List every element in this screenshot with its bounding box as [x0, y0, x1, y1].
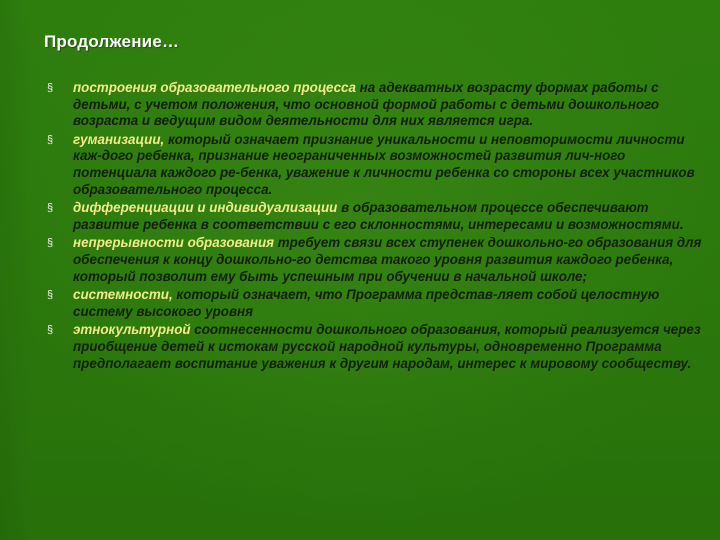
bullet-icon: §: [46, 82, 54, 94]
item-text: на адекватных возрасту формах работы с детьми, с учетом положения, что основной формой работы с детьми дошкольного возраста и ведущим видом деятельности для них является игра.: [73, 80, 660, 129]
bullet-icon: §: [46, 289, 54, 302]
item-highlight: дифференциации и индивидуализации: [73, 200, 338, 216]
slide-title: Продолжение…: [44, 32, 180, 51]
list-item: [44, 200, 704, 233]
item-highlight: гуманизации,: [73, 131, 165, 147]
item-highlight: непрерывности образования: [73, 235, 275, 251]
bullet-icon: §: [46, 202, 54, 215]
list-item: [44, 80, 704, 130]
item-text: который означает, что Программа представ-ляет собой целостную систему высокого уровня: [73, 287, 660, 319]
item-text: в образовательном процессе обеспечивают развитие ребенка в соответствии с его склонностями, интересами и возможностями.: [73, 200, 684, 232]
item-highlight: системности,: [73, 287, 173, 303]
list-item: [44, 235, 704, 285]
list-item: [44, 287, 704, 320]
item-highlight: построения образовательного процесса: [73, 80, 356, 95]
bullet-icon: §: [46, 237, 54, 250]
item-text: требует связи всех ступенек дошкольно-го образования для обеспечения к концу дошкольно-го детства такого уровня развития каждого ребенка, который позволит ему быть успешным при обучении в начальной школе;: [73, 235, 702, 284]
decorative-stripe: [0, 0, 32, 540]
list-item: [44, 132, 704, 198]
item-text: соотнесенности дошкольного образования, который реализуется через приобщение детей к истокам русской народной культуры, одновременно Программа предполагает воспитание уважения к другим народам, интерес к мировому сообществу.: [73, 322, 701, 371]
bullet-icon: §: [46, 133, 54, 146]
principles-list: [44, 80, 704, 374]
list-item: [44, 322, 704, 372]
item-text: который означает признание уникальности и неповторимости личности каж-дого ребенка, признание неограниченных возможностей развития лич-ного потенциала каждого ре-бенка, уважение к личности ребенка со стороны всех участников образовательного процесса.: [73, 131, 695, 197]
item-highlight: этнокультурной: [73, 322, 191, 338]
bullet-icon: §: [46, 324, 54, 337]
